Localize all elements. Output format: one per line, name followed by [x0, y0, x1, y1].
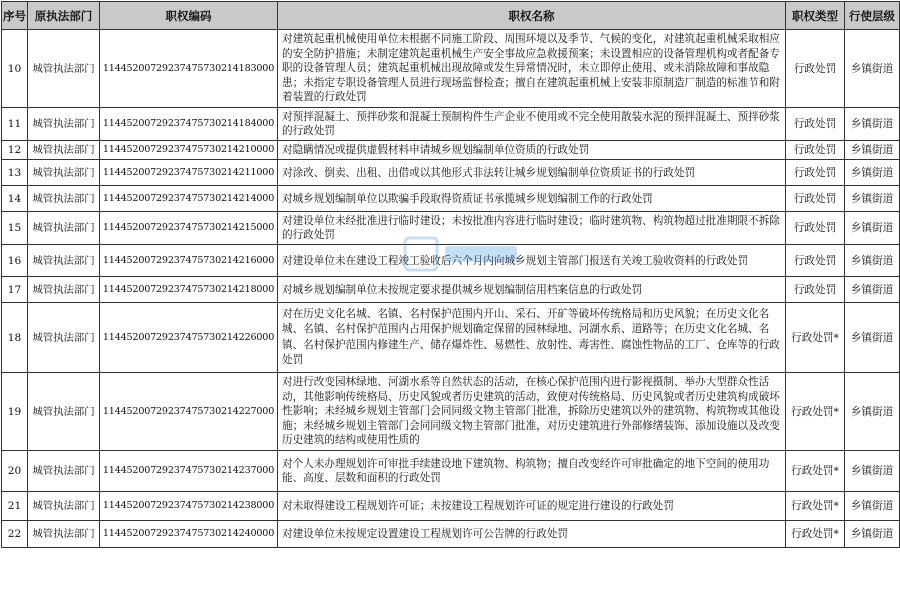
row-no: 22 — [2, 521, 28, 548]
header-code: 职权编码 — [100, 2, 278, 30]
table-row — [2, 108, 900, 141]
table-row — [2, 492, 900, 521]
row-name: 对城乡规划编制单位未按规定要求提供城乡规划编制信用档案信息的行政处罚 — [278, 277, 786, 303]
row-dept: 城管执法部门 — [28, 245, 100, 277]
row-level: 乡镇街道 — [845, 160, 900, 186]
row-code: 11445200729237475730214184000 — [100, 108, 278, 141]
row-name: 对未取得建设工程规划许可证；未按建设工程规划许可证的规定进行建设的行政处罚 — [278, 492, 786, 521]
row-no: 14 — [2, 186, 28, 212]
row-level: 乡镇街道 — [845, 245, 900, 277]
row-type: 行政处罚* — [786, 451, 845, 492]
row-type: 行政处罚* — [786, 303, 845, 373]
row-no: 18 — [2, 303, 28, 373]
table-row — [2, 245, 900, 277]
row-level: 乡镇街道 — [845, 186, 900, 212]
row-type: 行政处罚 — [786, 108, 845, 141]
row-dept: 城管执法部门 — [28, 141, 100, 160]
row-level: 乡镇街道 — [845, 108, 900, 141]
row-code: 11445200729237475730214237000 — [100, 451, 278, 492]
row-name: 对在历史文化名城、名镇、名村保护范围内开山、采石、开矿等破坏传统格局和历史风貌；在历史文化名城、名镇、名村保护范围内占用保护规划确定保留的园林绿地、河湖水系、道路等；在历史文化名城、名镇、名村保护范围内修建生产、储存爆炸性、易燃性、放射性、毒害性、腐蚀性物品的工厂、仓库等的行政处罚 — [278, 303, 786, 373]
row-name: 对建筑起重机械使用单位未根据不同施工阶段、周围环境以及季节、气候的变化，对建筑起重机械采取相应的安全防护措施；未制定建筑起重机械生产安全事故应急救援预案；未设置相应的设备管理机构或者配备专职的设备管理人员；建筑起重机械出现故障或发生异常情况时，未立即停止使用、或未消除故障和事故隐患；未指定专职设备管理人员进行现场监督检查；擅自在建筑起重机械上安装非原制造厂制造的标准节和附着装置的行政处罚 — [278, 30, 786, 108]
row-level: 乡镇街道 — [845, 451, 900, 492]
row-no: 19 — [2, 373, 28, 451]
row-name: 对建设单位未经批准进行临时建设；未按批准内容进行临时建设；临时建筑物、构筑物超过批准期限不拆除的行政处罚 — [278, 212, 786, 245]
row-type: 行政处罚* — [786, 521, 845, 548]
header-name: 职权名称 — [278, 2, 786, 30]
row-code: 11445200729237475730214214000 — [100, 186, 278, 212]
row-level: 乡镇街道 — [845, 141, 900, 160]
row-code: 11445200729237475730214215000 — [100, 212, 278, 245]
row-level: 乡镇街道 — [845, 212, 900, 245]
row-code: 11445200729237475730214227000 — [100, 373, 278, 451]
row-no: 20 — [2, 451, 28, 492]
table-row — [2, 141, 900, 160]
row-type: 行政处罚 — [786, 30, 845, 108]
table-row — [2, 373, 900, 451]
row-name: 对个人未办理规划许可审批手续建设地下建筑物、构筑物；擅自改变经许可审批确定的地下空间的使用功能、高度、层数和面积的行政处罚 — [278, 451, 786, 492]
row-dept: 城管执法部门 — [28, 521, 100, 548]
row-level: 乡镇街道 — [845, 373, 900, 451]
row-type: 行政处罚 — [786, 245, 845, 277]
row-name: 对进行改变园林绿地、河湖水系等自然状态的活动，在核心保护范围内进行影视摄制、举办大型群众性活动，其他影响传统格局、历史风貌或者历史建筑的活动，致使对传统格局、历史风貌或者历史建筑构成破坏性影响；未经城乡规划主管部门会同同级文物主管部门批准，拆除历史建筑以外的建筑物、构筑物或其他设施；未经城乡规划主管部门会同同级文物主管部门批准，对历史建筑进行外部修缮装饰、添加设施以及改变历史建筑的结构或使用性质的 — [278, 373, 786, 451]
row-dept: 城管执法部门 — [28, 451, 100, 492]
row-dept: 城管执法部门 — [28, 30, 100, 108]
row-level: 乡镇街道 — [845, 521, 900, 548]
row-code: 11445200729237475730214238000 — [100, 492, 278, 521]
row-type: 行政处罚 — [786, 141, 845, 160]
row-code: 11445200729237475730214211000 — [100, 160, 278, 186]
row-level: 乡镇街道 — [845, 492, 900, 521]
row-name: 对建设单位未按规定设置建设工程规划许可公告牌的行政处罚 — [278, 521, 786, 548]
header-no: 序号 — [2, 2, 28, 30]
row-type: 行政处罚 — [786, 277, 845, 303]
row-dept: 城管执法部门 — [28, 492, 100, 521]
row-no: 10 — [2, 30, 28, 108]
row-type: 行政处罚* — [786, 373, 845, 451]
table-row — [2, 30, 900, 108]
row-no: 17 — [2, 277, 28, 303]
row-no: 13 — [2, 160, 28, 186]
row-name: 对涂改、倒卖、出租、出借或以其他形式非法转让城乡规划编制单位资质证书的行政处罚 — [278, 160, 786, 186]
row-type: 行政处罚* — [786, 492, 845, 521]
header-dept: 原执法部门 — [28, 2, 100, 30]
table-row — [2, 521, 900, 548]
row-name: 对隐瞒情况或提供虚假材料申请城乡规划编制单位资质的行政处罚 — [278, 141, 786, 160]
row-level: 乡镇街道 — [845, 277, 900, 303]
row-level: 乡镇街道 — [845, 30, 900, 108]
row-code: 11445200729237475730214240000 — [100, 521, 278, 548]
table-row — [2, 277, 900, 303]
row-code: 11445200729237475730214226000 — [100, 303, 278, 373]
row-name: 对城乡规划编制单位以欺骗手段取得资质证书承揽城乡规划编制工作的行政处罚 — [278, 186, 786, 212]
row-name: 对建设单位未在建设工程竣工验收后六个月内向城乡规划主管部门报送有关竣工验收资料的行政处罚 — [278, 245, 786, 277]
row-no: 15 — [2, 212, 28, 245]
row-code: 11445200729237475730214183000 — [100, 30, 278, 108]
row-dept: 城管执法部门 — [28, 277, 100, 303]
row-dept: 城管执法部门 — [28, 160, 100, 186]
row-type: 行政处罚 — [786, 212, 845, 245]
row-dept: 城管执法部门 — [28, 212, 100, 245]
row-no: 16 — [2, 245, 28, 277]
table-row — [2, 212, 900, 245]
row-code: 11445200729237475730214216000 — [100, 245, 278, 277]
row-name: 对预拌混凝土、预拌砂浆和混凝土预制构件生产企业不使用或不完全使用散装水泥的预拌混凝土、预拌砂浆的行政处罚 — [278, 108, 786, 141]
authority-table — [1, 1, 900, 548]
table-row — [2, 160, 900, 186]
row-type: 行政处罚 — [786, 186, 845, 212]
table-row — [2, 303, 900, 373]
row-code: 11445200729237475730214218000 — [100, 277, 278, 303]
row-dept: 城管执法部门 — [28, 303, 100, 373]
row-dept: 城管执法部门 — [28, 108, 100, 141]
header-type: 职权类型 — [786, 2, 845, 30]
row-no: 21 — [2, 492, 28, 521]
table-header-row — [2, 2, 900, 30]
row-code: 11445200729237475730214210000 — [100, 141, 278, 160]
row-type: 行政处罚 — [786, 160, 845, 186]
table-row — [2, 451, 900, 492]
header-level: 行使层级 — [845, 2, 900, 30]
row-level: 乡镇街道 — [845, 303, 900, 373]
row-no: 12 — [2, 141, 28, 160]
table-row — [2, 186, 900, 212]
row-dept: 城管执法部门 — [28, 373, 100, 451]
row-dept: 城管执法部门 — [28, 186, 100, 212]
row-no: 11 — [2, 108, 28, 141]
